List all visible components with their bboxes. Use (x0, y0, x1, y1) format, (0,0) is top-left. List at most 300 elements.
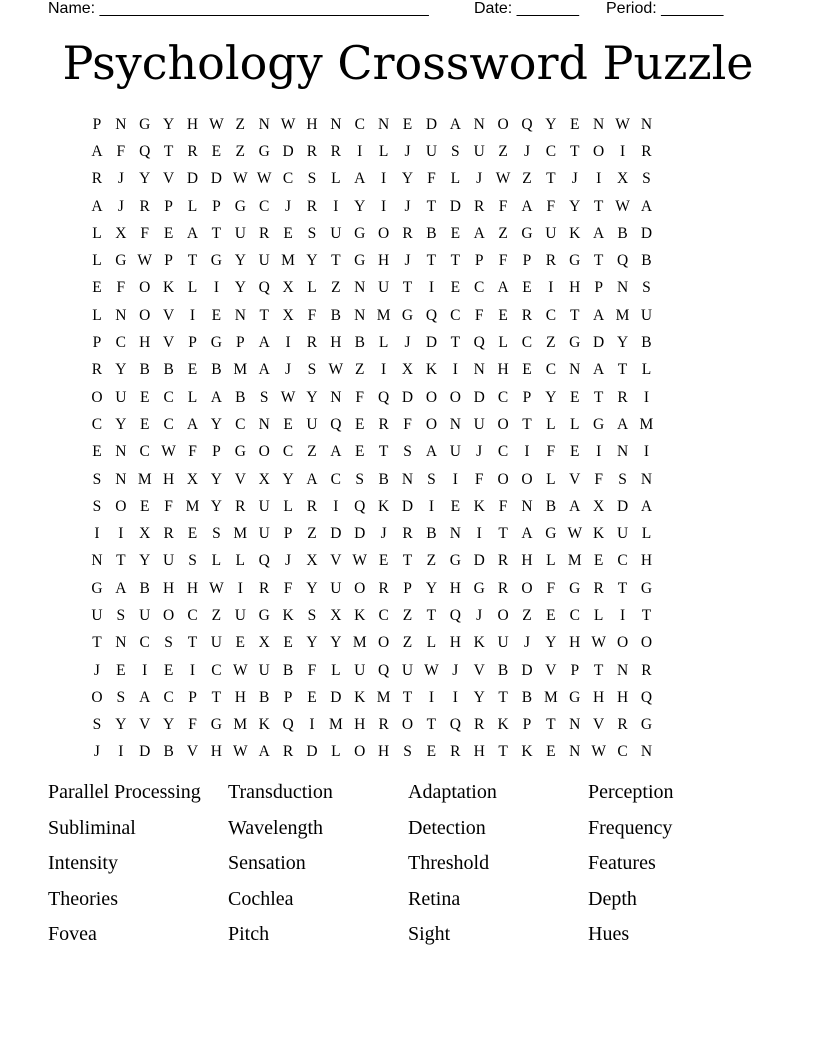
grid-letter[interactable]: J (380, 525, 387, 543)
grid-letter[interactable]: D (282, 142, 294, 160)
grid-letter[interactable]: A (186, 224, 199, 242)
grid-letter[interactable]: I (452, 470, 458, 488)
grid-letter[interactable]: G (569, 579, 581, 597)
grid-letter[interactable]: P (235, 334, 245, 352)
grid-letter[interactable]: C (545, 306, 557, 324)
grid-letter[interactable]: T (402, 688, 413, 706)
grid-letter[interactable]: L (331, 170, 341, 188)
grid-letter[interactable]: F (594, 470, 603, 488)
grid-letter[interactable]: L (187, 197, 198, 215)
grid-letter[interactable]: F (116, 142, 126, 160)
grid-letter[interactable]: K (354, 688, 366, 706)
grid-letter[interactable]: P (522, 716, 532, 734)
grid-letter[interactable]: U (545, 224, 557, 242)
grid-letter[interactable]: V (234, 470, 246, 488)
grid-letter[interactable]: U (330, 579, 342, 597)
grid-letter[interactable]: T (593, 197, 604, 215)
grid-letter[interactable]: F (403, 415, 412, 433)
grid-letter[interactable]: L (546, 415, 556, 433)
grid-letter[interactable]: L (546, 552, 556, 570)
grid-letter[interactable]: I (452, 361, 458, 379)
grid-letter[interactable]: G (234, 443, 246, 461)
grid-letter[interactable]: Z (235, 142, 246, 160)
grid-letter[interactable]: E (211, 306, 222, 324)
grid-letter[interactable]: T (593, 661, 604, 679)
grid-letter[interactable]: A (449, 115, 461, 133)
grid-letter[interactable]: H (378, 252, 390, 270)
grid-letter[interactable]: U (330, 224, 342, 242)
grid-letter[interactable]: E (593, 552, 604, 570)
grid-letter[interactable]: C (187, 606, 198, 624)
grid-letter[interactable]: N (354, 279, 366, 297)
grid-letter[interactable]: O (521, 579, 533, 597)
grid-letter[interactable]: Z (498, 224, 508, 242)
grid-letter[interactable]: T (450, 334, 461, 352)
grid-letter[interactable]: Y (306, 388, 318, 406)
grid-letter[interactable]: Q (616, 252, 629, 270)
grid-letter[interactable]: T (522, 415, 532, 433)
grid-letter[interactable]: U (640, 306, 653, 324)
grid-letter[interactable]: I (142, 661, 148, 679)
grid-letter[interactable]: Q (378, 388, 390, 406)
grid-letter[interactable]: T (426, 716, 437, 734)
grid-letter[interactable]: Y (115, 716, 127, 734)
grid-letter[interactable]: Z (546, 334, 556, 352)
grid-letter[interactable]: U (258, 497, 270, 515)
grid-letter[interactable]: I (596, 170, 602, 188)
grid-letter[interactable]: T (498, 743, 508, 761)
grid-letter[interactable]: O (497, 115, 509, 133)
grid-letter[interactable]: M (233, 525, 248, 543)
grid-letter[interactable]: H (640, 552, 653, 570)
grid-letter[interactable]: W (424, 661, 439, 679)
grid-letter[interactable]: F (307, 306, 317, 324)
grid-letter[interactable]: U (234, 606, 246, 624)
grid-letter[interactable]: Z (426, 552, 437, 570)
grid-letter[interactable]: K (569, 224, 581, 242)
grid-letter[interactable]: S (642, 279, 651, 297)
date-field[interactable]: Date: _______ (474, 0, 579, 17)
grid-letter[interactable]: J (523, 634, 530, 652)
grid-letter[interactable]: Q (258, 279, 270, 297)
grid-letter[interactable]: D (330, 525, 342, 543)
grid-letter[interactable]: C (521, 334, 533, 352)
grid-letter[interactable]: C (497, 388, 509, 406)
grid-letter[interactable]: V (163, 170, 175, 188)
grid-letter[interactable]: X (330, 606, 342, 624)
grid-letter[interactable]: M (328, 716, 343, 734)
grid-letter[interactable]: C (282, 170, 294, 188)
grid-letter[interactable]: E (283, 415, 293, 433)
grid-letter[interactable]: S (403, 743, 412, 761)
grid-letter[interactable]: U (258, 661, 270, 679)
grid-letter[interactable]: N (258, 415, 270, 433)
name-field[interactable]: Name: _____________________________________ (48, 0, 429, 17)
grid-letter[interactable]: C (259, 197, 270, 215)
grid-letter[interactable]: B (330, 306, 342, 324)
grid-letter[interactable]: S (92, 497, 102, 515)
grid-letter[interactable]: P (570, 661, 580, 679)
grid-letter[interactable]: K (497, 716, 509, 734)
grid-letter[interactable]: E (498, 306, 508, 324)
grid-letter[interactable]: L (92, 306, 102, 324)
grid-letter[interactable]: B (354, 334, 365, 352)
grid-letter[interactable]: O (593, 142, 605, 160)
grid-letter[interactable]: S (212, 525, 221, 543)
grid-letter[interactable]: W (209, 579, 224, 597)
grid-letter[interactable]: G (115, 252, 127, 270)
grid-letter[interactable]: W (232, 743, 248, 761)
grid-letter[interactable]: N (593, 115, 605, 133)
grid-letter[interactable]: K (282, 606, 294, 624)
grid-letter[interactable]: Y (401, 170, 414, 188)
grid-letter[interactable]: R (521, 306, 533, 324)
grid-letter[interactable]: Q (473, 334, 485, 352)
grid-letter[interactable]: F (498, 252, 508, 270)
grid-letter[interactable]: H (186, 579, 199, 597)
grid-letter[interactable]: W (256, 170, 272, 188)
grid-letter[interactable]: S (403, 443, 412, 461)
grid-letter[interactable]: V (163, 334, 175, 352)
grid-letter[interactable]: W (591, 743, 606, 761)
grid-letter[interactable]: C (474, 279, 485, 297)
grid-letter[interactable]: J (476, 606, 483, 624)
grid-letter[interactable]: N (354, 306, 366, 324)
grid-letter[interactable]: T (593, 388, 604, 406)
grid-letter[interactable]: X (616, 170, 629, 188)
grid-letter[interactable]: P (522, 252, 532, 270)
grid-letter[interactable]: A (569, 497, 581, 515)
grid-letter[interactable]: H (521, 552, 533, 570)
grid-letter[interactable]: K (258, 716, 270, 734)
grid-letter[interactable]: E (283, 634, 293, 652)
grid-letter[interactable]: G (640, 579, 653, 597)
grid-letter[interactable]: L (187, 388, 198, 406)
grid-letter[interactable]: Y (234, 279, 246, 297)
grid-letter[interactable]: R (91, 361, 103, 379)
grid-letter[interactable]: I (94, 525, 100, 543)
grid-letter[interactable]: E (139, 497, 150, 515)
grid-letter[interactable]: W (280, 115, 296, 133)
grid-letter[interactable]: L (498, 334, 508, 352)
grid-letter[interactable]: D (186, 170, 199, 188)
period-field[interactable]: Period: _______ (606, 0, 724, 17)
grid-letter[interactable]: R (163, 525, 174, 543)
grid-letter[interactable]: H (569, 634, 581, 652)
grid-letter[interactable]: S (307, 170, 317, 188)
grid-letter[interactable]: K (521, 743, 533, 761)
grid-letter[interactable]: S (307, 361, 317, 379)
grid-letter[interactable]: C (617, 552, 628, 570)
grid-letter[interactable]: U (425, 142, 438, 160)
grid-letter[interactable]: H (497, 361, 509, 379)
grid-letter[interactable]: P (594, 279, 603, 297)
grid-letter[interactable]: I (524, 443, 530, 461)
grid-letter[interactable]: J (93, 743, 100, 761)
grid-letter[interactable]: M (233, 716, 248, 734)
grid-letter[interactable]: L (593, 606, 604, 624)
grid-letter[interactable]: C (450, 306, 461, 324)
grid-letter[interactable]: R (641, 661, 652, 679)
grid-letter[interactable]: F (546, 443, 556, 461)
grid-letter[interactable]: A (330, 443, 342, 461)
grid-letter[interactable]: Y (306, 634, 318, 652)
grid-letter[interactable]: O (616, 634, 629, 652)
grid-letter[interactable]: Y (569, 197, 581, 215)
grid-letter[interactable]: Z (307, 443, 317, 461)
grid-letter[interactable]: R (378, 716, 389, 734)
grid-letter[interactable]: Z (211, 606, 222, 624)
grid-letter[interactable]: O (497, 415, 509, 433)
grid-letter[interactable]: S (307, 224, 317, 242)
grid-letter[interactable]: P (92, 334, 102, 352)
grid-letter[interactable]: S (116, 606, 126, 624)
grid-letter[interactable]: G (640, 716, 653, 734)
grid-letter[interactable]: C (569, 606, 580, 624)
grid-letter[interactable]: H (569, 279, 581, 297)
grid-letter[interactable]: N (330, 388, 342, 406)
grid-letter[interactable]: S (259, 388, 269, 406)
grid-letter[interactable]: N (473, 115, 485, 133)
grid-letter[interactable]: I (309, 716, 315, 734)
grid-letter[interactable]: V (473, 661, 485, 679)
grid-letter[interactable]: Q (640, 688, 653, 706)
grid-letter[interactable]: D (425, 334, 438, 352)
grid-letter[interactable]: N (330, 115, 342, 133)
grid-letter[interactable]: I (213, 279, 219, 297)
grid-letter[interactable]: G (258, 606, 270, 624)
grid-letter[interactable]: T (187, 252, 198, 270)
grid-letter[interactable]: X (139, 525, 151, 543)
grid-letter[interactable]: I (189, 306, 196, 324)
grid-letter[interactable]: I (476, 525, 482, 543)
grid-letter[interactable]: L (92, 252, 102, 270)
grid-letter[interactable]: Y (354, 197, 366, 215)
grid-letter[interactable]: W (328, 361, 344, 379)
grid-letter[interactable]: X (593, 497, 605, 515)
grid-letter[interactable]: V (569, 470, 581, 488)
grid-letter[interactable]: E (450, 497, 461, 515)
grid-letter[interactable]: G (401, 306, 414, 324)
grid-letter[interactable]: A (425, 443, 438, 461)
grid-letter[interactable]: R (402, 224, 413, 242)
grid-letter[interactable]: L (331, 743, 341, 761)
grid-letter[interactable]: E (570, 388, 580, 406)
grid-letter[interactable]: N (640, 115, 653, 133)
grid-letter[interactable]: K (378, 497, 390, 515)
grid-letter[interactable]: I (357, 142, 363, 160)
grid-letter[interactable]: H (330, 334, 342, 352)
grid-letter[interactable]: P (474, 252, 484, 270)
grid-letter[interactable]: T (641, 606, 652, 624)
grid-letter[interactable]: J (285, 361, 292, 379)
grid-letter[interactable]: P (403, 579, 412, 597)
grid-letter[interactable]: C (211, 661, 222, 679)
grid-letter[interactable]: Q (378, 661, 390, 679)
grid-letter[interactable]: X (282, 306, 294, 324)
grid-letter[interactable]: P (283, 688, 293, 706)
grid-letter[interactable]: E (546, 743, 556, 761)
grid-letter[interactable]: V (593, 716, 605, 734)
grid-letter[interactable]: I (118, 743, 124, 761)
grid-letter[interactable]: A (473, 224, 485, 242)
grid-letter[interactable]: E (235, 634, 246, 652)
grid-letter[interactable]: O (425, 415, 438, 433)
grid-letter[interactable]: A (593, 224, 605, 242)
grid-letter[interactable]: N (449, 415, 461, 433)
grid-letter[interactable]: J (117, 197, 124, 215)
grid-letter[interactable]: U (616, 525, 629, 543)
grid-letter[interactable]: L (378, 334, 389, 352)
grid-letter[interactable]: Q (449, 716, 461, 734)
grid-letter[interactable]: M (567, 552, 582, 570)
grid-letter[interactable]: H (210, 743, 222, 761)
grid-letter[interactable]: R (306, 334, 318, 352)
grid-letter[interactable]: I (333, 497, 339, 515)
grid-letter[interactable]: Y (473, 688, 485, 706)
grid-letter[interactable]: T (593, 252, 604, 270)
grid-letter[interactable]: W (615, 197, 630, 215)
grid-letter[interactable]: B (521, 688, 533, 706)
grid-letter[interactable]: W (232, 661, 248, 679)
grid-letter[interactable]: V (186, 743, 199, 761)
grid-letter[interactable]: S (618, 470, 627, 488)
grid-letter[interactable]: G (210, 252, 222, 270)
grid-letter[interactable]: U (234, 224, 246, 242)
grid-letter[interactable]: N (569, 361, 581, 379)
grid-letter[interactable]: O (139, 306, 151, 324)
grid-letter[interactable]: A (593, 306, 605, 324)
grid-letter[interactable]: O (258, 443, 270, 461)
grid-letter[interactable]: I (381, 170, 387, 188)
grid-letter[interactable]: F (427, 170, 436, 188)
grid-letter[interactable]: O (640, 634, 653, 652)
grid-letter[interactable]: G (545, 525, 557, 543)
grid-letter[interactable]: F (474, 306, 484, 324)
grid-letter[interactable]: N (569, 716, 581, 734)
grid-letter[interactable]: G (234, 197, 246, 215)
grid-letter[interactable]: J (93, 661, 100, 679)
grid-letter[interactable]: Z (307, 525, 317, 543)
grid-letter[interactable]: N (401, 470, 414, 488)
grid-letter[interactable]: Y (210, 415, 222, 433)
grid-letter[interactable]: T (116, 552, 126, 570)
grid-letter[interactable]: D (449, 197, 461, 215)
grid-letter[interactable]: F (307, 661, 317, 679)
grid-letter[interactable]: I (428, 497, 434, 515)
grid-letter[interactable]: D (425, 115, 438, 133)
grid-letter[interactable]: E (570, 443, 580, 461)
grid-letter[interactable]: S (188, 552, 197, 570)
grid-letter[interactable]: I (381, 361, 387, 379)
grid-letter[interactable]: B (139, 361, 150, 379)
grid-letter[interactable]: V (330, 552, 342, 570)
grid-letter[interactable]: I (619, 606, 626, 624)
grid-letter[interactable]: M (352, 634, 367, 652)
grid-letter[interactable]: D (640, 224, 653, 242)
grid-letter[interactable]: N (569, 743, 581, 761)
grid-letter[interactable]: T (331, 252, 341, 270)
grid-letter[interactable]: N (378, 115, 390, 133)
grid-letter[interactable]: U (497, 634, 509, 652)
grid-letter[interactable]: U (258, 525, 270, 543)
grid-letter[interactable]: L (211, 552, 222, 570)
grid-letter[interactable]: O (91, 388, 103, 406)
grid-letter[interactable]: N (115, 306, 127, 324)
grid-letter[interactable]: H (163, 470, 175, 488)
grid-letter[interactable]: T (92, 634, 102, 652)
grid-letter[interactable]: J (404, 252, 411, 270)
grid-letter[interactable]: A (640, 497, 653, 515)
grid-letter[interactable]: L (307, 279, 317, 297)
grid-letter[interactable]: G (139, 115, 151, 133)
grid-letter[interactable]: N (91, 552, 103, 570)
grid-letter[interactable]: F (188, 443, 197, 461)
grid-letter[interactable]: H (186, 115, 199, 133)
grid-letter[interactable]: Z (522, 606, 532, 624)
grid-letter[interactable]: E (378, 552, 389, 570)
grid-letter[interactable]: G (210, 334, 222, 352)
grid-letter[interactable]: E (187, 525, 198, 543)
grid-letter[interactable]: N (473, 361, 485, 379)
grid-letter[interactable]: H (378, 743, 390, 761)
grid-letter[interactable]: T (211, 224, 222, 242)
grid-letter[interactable]: B (163, 361, 174, 379)
grid-letter[interactable]: A (640, 197, 653, 215)
grid-letter[interactable]: L (378, 142, 389, 160)
grid-letter[interactable]: Y (306, 579, 318, 597)
grid-letter[interactable]: I (333, 197, 339, 215)
grid-letter[interactable]: N (115, 470, 127, 488)
grid-letter[interactable]: E (522, 279, 532, 297)
grid-letter[interactable]: L (331, 661, 341, 679)
grid-letter[interactable]: R (306, 197, 318, 215)
grid-letter[interactable]: F (283, 579, 293, 597)
grid-letter[interactable]: O (425, 388, 438, 406)
grid-letter[interactable]: H (234, 688, 246, 706)
grid-letter[interactable]: D (521, 661, 533, 679)
grid-letter[interactable]: K (354, 606, 366, 624)
grid-letter[interactable]: T (187, 634, 198, 652)
grid-letter[interactable]: O (354, 579, 366, 597)
grid-letter[interactable]: U (449, 443, 461, 461)
grid-letter[interactable]: P (522, 388, 532, 406)
grid-letter[interactable]: R (259, 579, 270, 597)
grid-letter[interactable]: D (593, 334, 605, 352)
grid-letter[interactable]: U (473, 142, 485, 160)
grid-letter[interactable]: Q (425, 306, 438, 324)
grid-letter[interactable]: M (185, 497, 200, 515)
grid-letter[interactable]: Q (282, 716, 294, 734)
grid-letter[interactable]: L (187, 279, 198, 297)
grid-letter[interactable]: B (617, 224, 628, 242)
grid-letter[interactable]: R (402, 525, 413, 543)
grid-letter[interactable]: Y (425, 579, 438, 597)
grid-letter[interactable]: J (404, 142, 411, 160)
grid-letter[interactable]: T (546, 716, 556, 734)
grid-letter[interactable]: N (258, 115, 270, 133)
grid-letter[interactable]: A (521, 525, 533, 543)
grid-letter[interactable]: C (545, 361, 557, 379)
grid-letter[interactable]: I (237, 579, 243, 597)
grid-letter[interactable]: E (92, 443, 102, 461)
grid-letter[interactable]: G (569, 688, 581, 706)
grid-letter[interactable]: S (355, 470, 365, 488)
grid-letter[interactable]: Y (330, 634, 342, 652)
grid-letter[interactable]: D (139, 743, 151, 761)
grid-letter[interactable]: F (546, 197, 556, 215)
grid-letter[interactable]: M (281, 252, 295, 270)
